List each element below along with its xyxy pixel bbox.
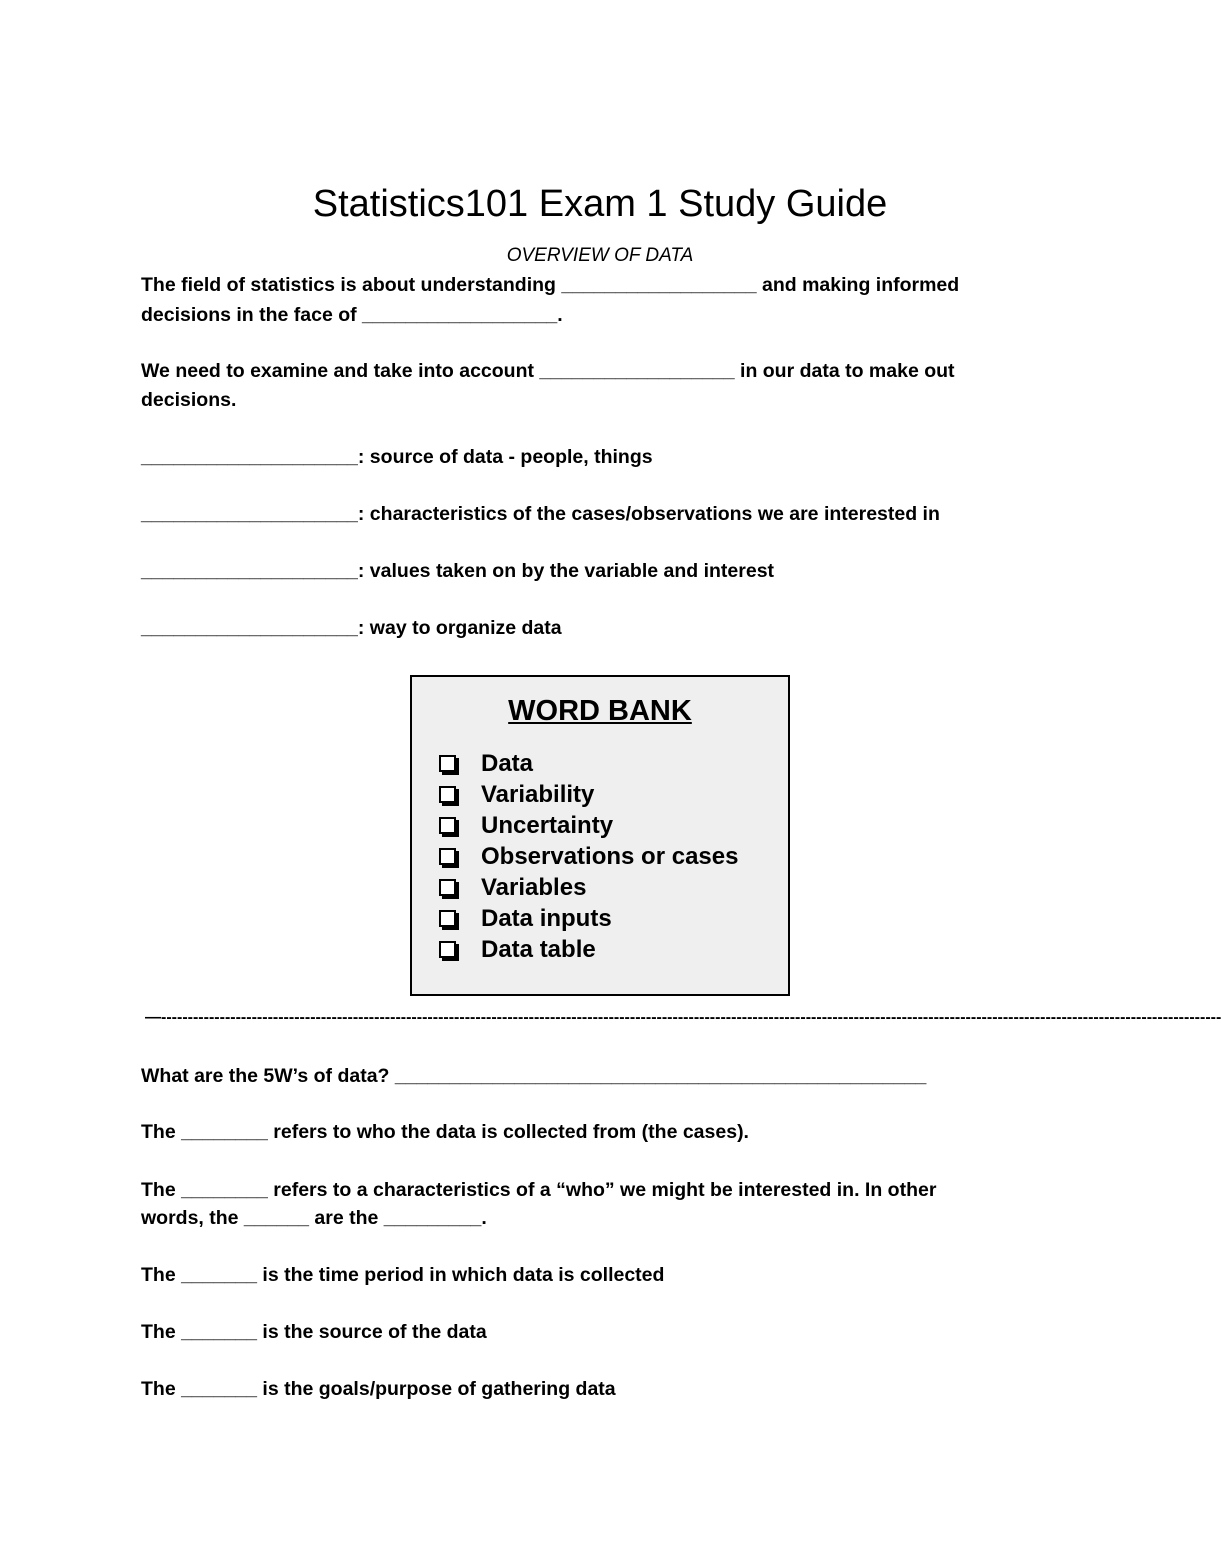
word-bank-title: WORD BANK [508, 695, 692, 727]
question-line: The _______ is the goals/purpose of gathering data [141, 1378, 616, 1400]
question-line: words, the ______ are the _________. [141, 1207, 487, 1229]
section-divider: —------------------------------------------------------------------------------------------------------------------------------------------------------------------------------------------------------- [145, 1009, 1221, 1026]
question-line: The ________ refers to a characteristics of a “who” we might be interested in. In other [141, 1179, 937, 1201]
definition-line: ____________________: source of data - people, things [141, 446, 653, 468]
word-bank-item-label: Data [481, 750, 534, 777]
word-bank-item [438, 872, 738, 903]
question-line: What are the 5W’s of data? _________________________________________________ [141, 1065, 927, 1087]
word-bank-item [438, 748, 738, 779]
paragraph-line: decisions. [141, 389, 237, 411]
checkbox-icon [439, 755, 456, 772]
page-title: Statistics101 Exam 1 Study Guide [312, 183, 888, 225]
word-bank-item [438, 903, 738, 934]
word-bank-box [410, 675, 790, 996]
checkbox-icon [439, 941, 456, 958]
word-bank-item [438, 779, 738, 810]
checkbox-icon [439, 879, 456, 896]
paragraph-line: We need to examine and take into account __________________ in our data to make out [141, 360, 955, 382]
word-bank-item [438, 841, 738, 872]
word-bank-item [438, 934, 738, 965]
question-line: The _______ is the time period in which data is collected [141, 1264, 665, 1286]
word-bank-item-label: Variables [481, 874, 587, 901]
question-line: The _______ is the source of the data [141, 1321, 487, 1343]
word-bank-list [438, 748, 738, 965]
word-bank-item-label: Data inputs [481, 905, 612, 932]
definition-line: ____________________: values taken on by the variable and interest [141, 560, 775, 582]
word-bank-item-label: Variability [481, 781, 595, 808]
definition-line: ____________________: characteristics of the cases/observations we are interested in [141, 503, 940, 525]
section-subtitle: OVERVIEW OF DATA [506, 245, 694, 266]
checkbox-icon [439, 817, 456, 834]
paragraph-line: decisions in the face of __________________. [141, 304, 563, 326]
checkbox-icon [439, 848, 456, 865]
definition-line: ____________________: way to organize data [141, 617, 562, 639]
word-bank-item-label: Data table [481, 936, 596, 963]
word-bank-item-label: Uncertainty [481, 812, 614, 839]
question-line: The ________ refers to who the data is collected from (the cases). [141, 1121, 749, 1143]
paragraph-line: The field of statistics is about understanding __________________ and making informed [141, 274, 960, 296]
word-bank-item [438, 810, 738, 841]
checkbox-icon [439, 786, 456, 803]
checkbox-icon [439, 910, 456, 927]
word-bank-item-label: Observations or cases [481, 843, 739, 870]
